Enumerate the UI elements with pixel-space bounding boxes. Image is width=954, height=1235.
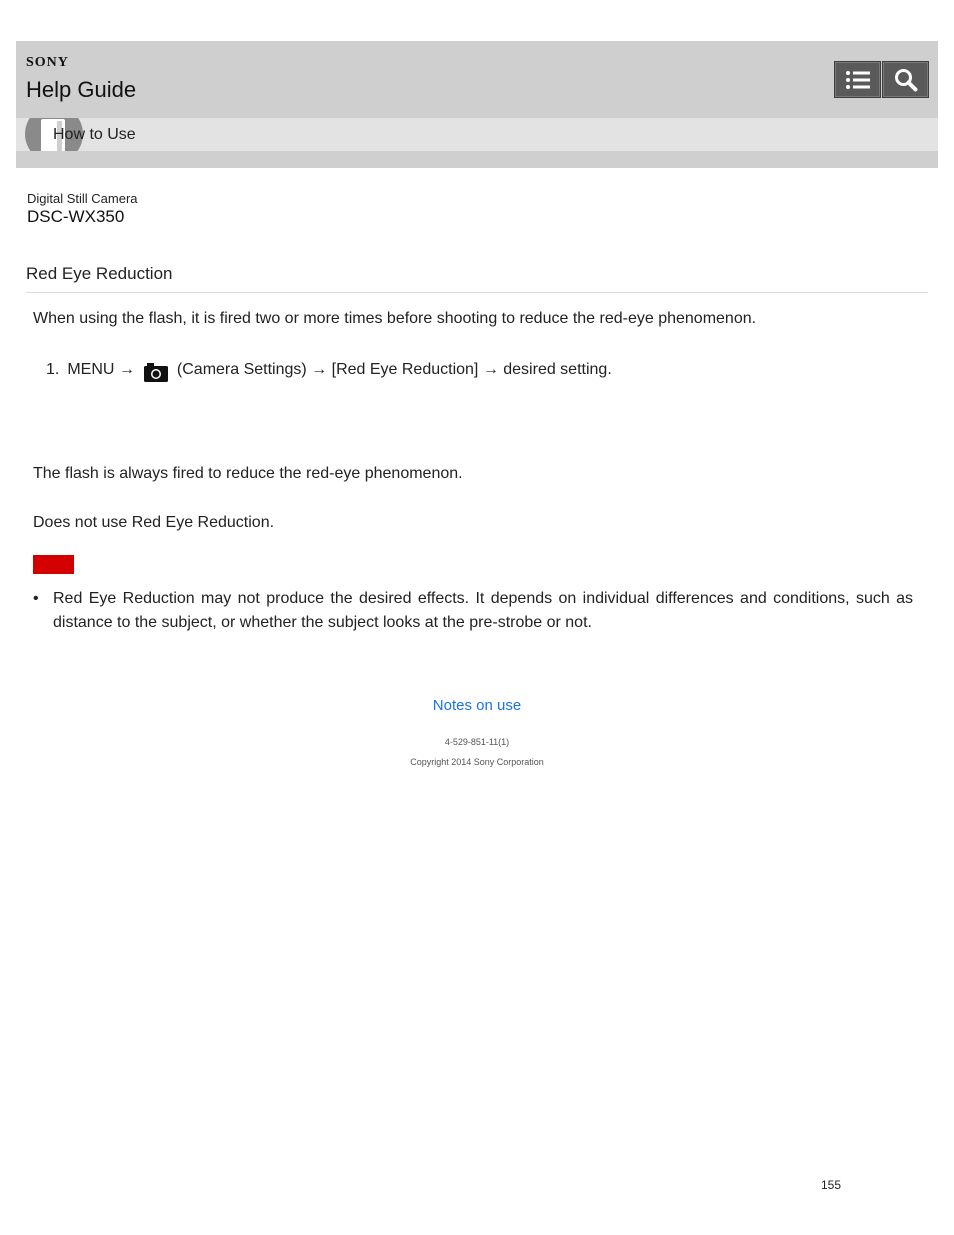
notes-on-use-link-text[interactable]: Notes on use (432, 697, 522, 714)
section-bar (16, 118, 938, 151)
page-number: 155 (821, 1178, 842, 1192)
step-number: 1. (46, 361, 60, 378)
table-of-contents-button[interactable] (834, 61, 881, 98)
title-divider (26, 292, 928, 293)
header-buttons (833, 61, 929, 98)
help-guide-title[interactable]: Help Guide (26, 77, 137, 102)
search-icon (894, 68, 918, 92)
document-code: 4-529-851-11(1) (444, 737, 510, 747)
product-model: DSC-WX350 (27, 207, 125, 226)
search-button[interactable] (882, 61, 929, 98)
product-category: Digital Still Camera (27, 191, 138, 206)
intro-text: When using the flash, it is fired two or more times before shooting to reduce the red-eye phenomenon. (33, 310, 757, 327)
note-text: Red Eye Reduction may not produce the desired effects. It depends on individual differences and conditions, such as distance to the subject, or whether the subject looks at the pre-strobe or not. (53, 590, 913, 631)
step-text-before: MENU → (67, 361, 135, 378)
step-text-after: (Camera Settings) → [Red Eye Reduction] → desired setting. (176, 361, 612, 378)
section-link-how-to-use[interactable]: How to Use (53, 126, 136, 143)
setting-description-on: The flash is always fired to reduce the red-eye phenomenon. (33, 465, 463, 482)
setting-description-off: Does not use Red Eye Reduction. (33, 514, 275, 531)
camera-icon (143, 361, 169, 383)
list-icon (845, 70, 871, 90)
header (16, 41, 938, 168)
copyright: Copyright 2014 Sony Corporation (410, 757, 544, 767)
bullet-icon: • (33, 590, 39, 607)
note-badge (33, 555, 74, 574)
sony-logo: SONY (26, 55, 69, 70)
notes-on-use-link (0, 697, 954, 714)
procedure-step (46, 359, 612, 381)
note-list-item (33, 587, 913, 635)
page-title: Red Eye Reduction (26, 264, 173, 283)
